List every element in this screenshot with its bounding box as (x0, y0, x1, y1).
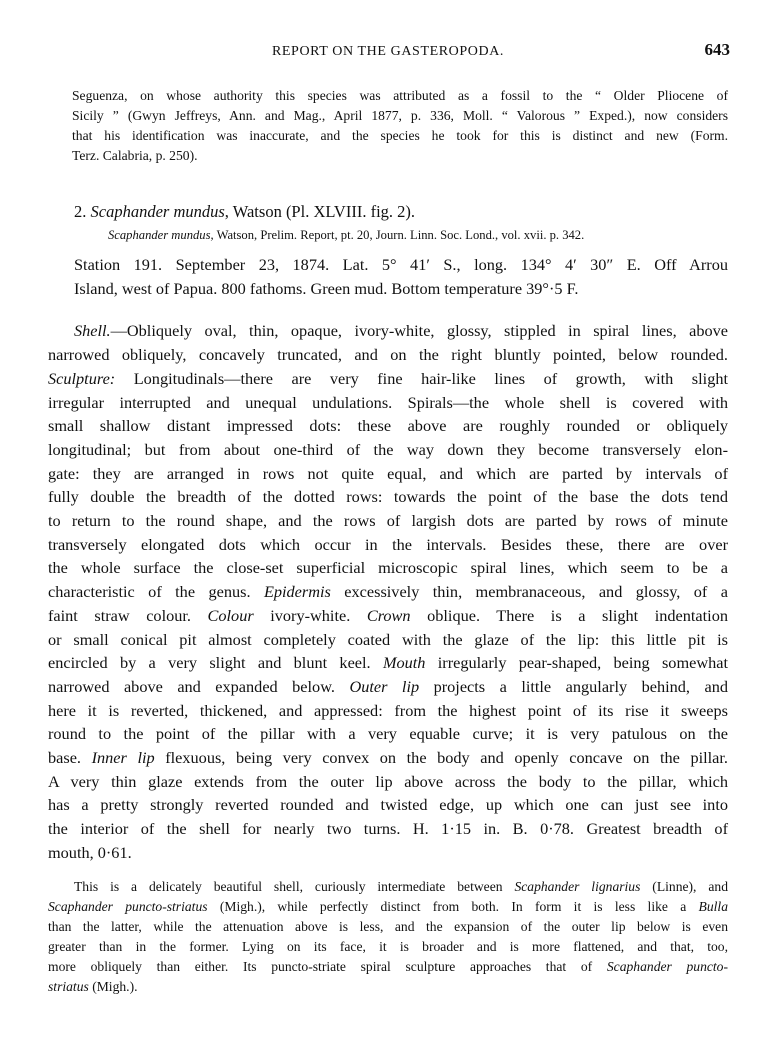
intro-paragraph (48, 86, 728, 166)
description-line: A very thin glaze extends from the outer lip above across the body to the pillar, which (48, 771, 728, 791)
description-line: Sculpture: Longitudinals—there are very fine hair-like lines of growth, with slight (48, 368, 728, 388)
description-line: here it is reverted, thickened, and appressed: from the highest point of its rise it sweeps (48, 700, 728, 720)
synonym-citation: Watson, Prelim. Report, pt. 20, Journ. Linn. Soc. Lond., vol. xvii. p. 342. (216, 228, 585, 242)
remarks-line: Scaphander puncto-striatus (Migh.), while perfectly distinct from both. In form it is less like a Bulla (48, 898, 728, 914)
species-authority: , Watson (Pl. XLVIII. fig. 2). (224, 202, 416, 221)
page-number: 643 (704, 40, 730, 59)
remarks-line: more obliquely than either. Its puncto-striate spiral sculpture approaches that of Scaphander puncto- (48, 958, 729, 974)
remarks-line: greater than in the former. Lying on its face, it is broader and is more flattened, and that, too, (48, 938, 728, 954)
description-line: Shell.—Obliquely oval, thin, opaque, ivory-white, glossy, stippled in spiral lines, above (74, 321, 728, 341)
remarks-line: This is a delicately beautiful shell, curiously intermediate between Scaphander lignarius (Linne), and (74, 878, 728, 894)
species-heading (74, 202, 728, 222)
shell-description (48, 319, 728, 864)
intro-line: Terz. Calabria, p. 250). (72, 148, 198, 163)
page (48, 0, 728, 997)
description-line: the whole surface the close-set superficial microscopic spiral lines, which seem to be a (48, 558, 728, 578)
synonym-name: Scaphander mundus, (108, 228, 214, 242)
description-line: narrowed obliquely, concavely truncated, and on the right bluntly pointed, below rounded. (48, 345, 728, 365)
sculpture-label: Sculpture: (48, 368, 116, 388)
outer-lip-label: Outer lip (349, 676, 420, 696)
description-line: to return to the round shape, and the rows of largish dots are parted by rows of minute (48, 511, 728, 531)
synonym-reference (108, 228, 728, 243)
description-line: faint straw colour. Colour ivory-white. Crown oblique. There is a slight indentation (48, 605, 728, 625)
mouth-label: Mouth (382, 653, 426, 673)
description-line: gate: they are arranged in rows not quite equal, and which are parted by intervals of (48, 463, 728, 483)
colour-label: Colour (207, 605, 254, 625)
remarks-line: striatus (Migh.). (48, 978, 138, 994)
running-title: REPORT ON THE GASTEROPODA. (271, 44, 505, 59)
description-line: the interior of the shell for nearly two turns. H. 1·15 in. B. 0·78. Greatest breadth of (48, 819, 728, 839)
inner-lip-label: Inner lip (91, 748, 155, 768)
station-line: Island, west of Papua. 800 fathoms. Green mud. Bottom temperature 39°·5 F. (74, 278, 579, 298)
description-line: round to the point of the pillar with a very equable curve; it is very patulous on the (48, 724, 728, 744)
intro-line: that his identification was inaccurate, and the species he took for this is distinct and new (Form. (72, 128, 728, 143)
shell-label: Shell. (74, 321, 111, 341)
description-line: fully double the breadth of the dotted rows: towards the point of the base the dots tend (48, 487, 728, 507)
remarks-line: than the latter, while the attenuation above is less, and the expansion of the outer lip below is even (48, 918, 728, 934)
running-header (48, 40, 728, 70)
station-line: Station 191. September 23, 1874. Lat. 5° 41′ S., long. 134° 4′ 30″ E. Off Arrou (74, 255, 728, 274)
description-line: longitudinal; but from about one-third of the way down they become transversely elon- (48, 439, 728, 459)
description-line: transversely elongated dots which occur in the intervals. Besides these, there are over (48, 534, 728, 554)
description-line: small shallow distant impressed dots: these above are roughly rounded or obliquely (48, 416, 728, 436)
epidermis-label: Epidermis (263, 582, 331, 602)
description-line: or small conical pit almost completely coated with the glaze of the lip: this little pit is (48, 629, 728, 649)
description-line: has a pretty strongly reverted rounded and twisted edge, up which one can just see into (48, 795, 728, 815)
description-line: characteristic of the genus. Epidermis excessively thin, membranaceous, and glossy, of a (48, 582, 728, 602)
description-line: irregular interrupted and unequal undulations. Spirals—the whole shell is covered with (48, 392, 728, 412)
remarks-paragraph (48, 877, 728, 997)
species-name: Scaphander mundus (90, 202, 225, 221)
description-line: encircled by a very slight and blunt keel. Mouth irregularly pear-shaped, being somewhat (48, 653, 728, 673)
description-line: mouth, 0·61. (48, 842, 132, 862)
intro-line: Seguenza, on whose authority this species was attributed as a fossil to the “ Older Pliocene of (72, 88, 728, 103)
description-line: base. Inner lip flexuous, being very convex on the body and openly concave on the pillar. (48, 748, 729, 768)
intro-line: Sicily ” (Gwyn Jeffreys, Ann. and Mag., April 1877, p. 336, Moll. “ Valorous ” Exped.), now considers (72, 108, 728, 123)
species-number: 2. (74, 202, 87, 221)
station-paragraph (48, 253, 728, 300)
description-line: narrowed above and expanded below. Outer lip projects a little angularly behind, and (48, 676, 728, 696)
crown-label: Crown (366, 605, 411, 625)
